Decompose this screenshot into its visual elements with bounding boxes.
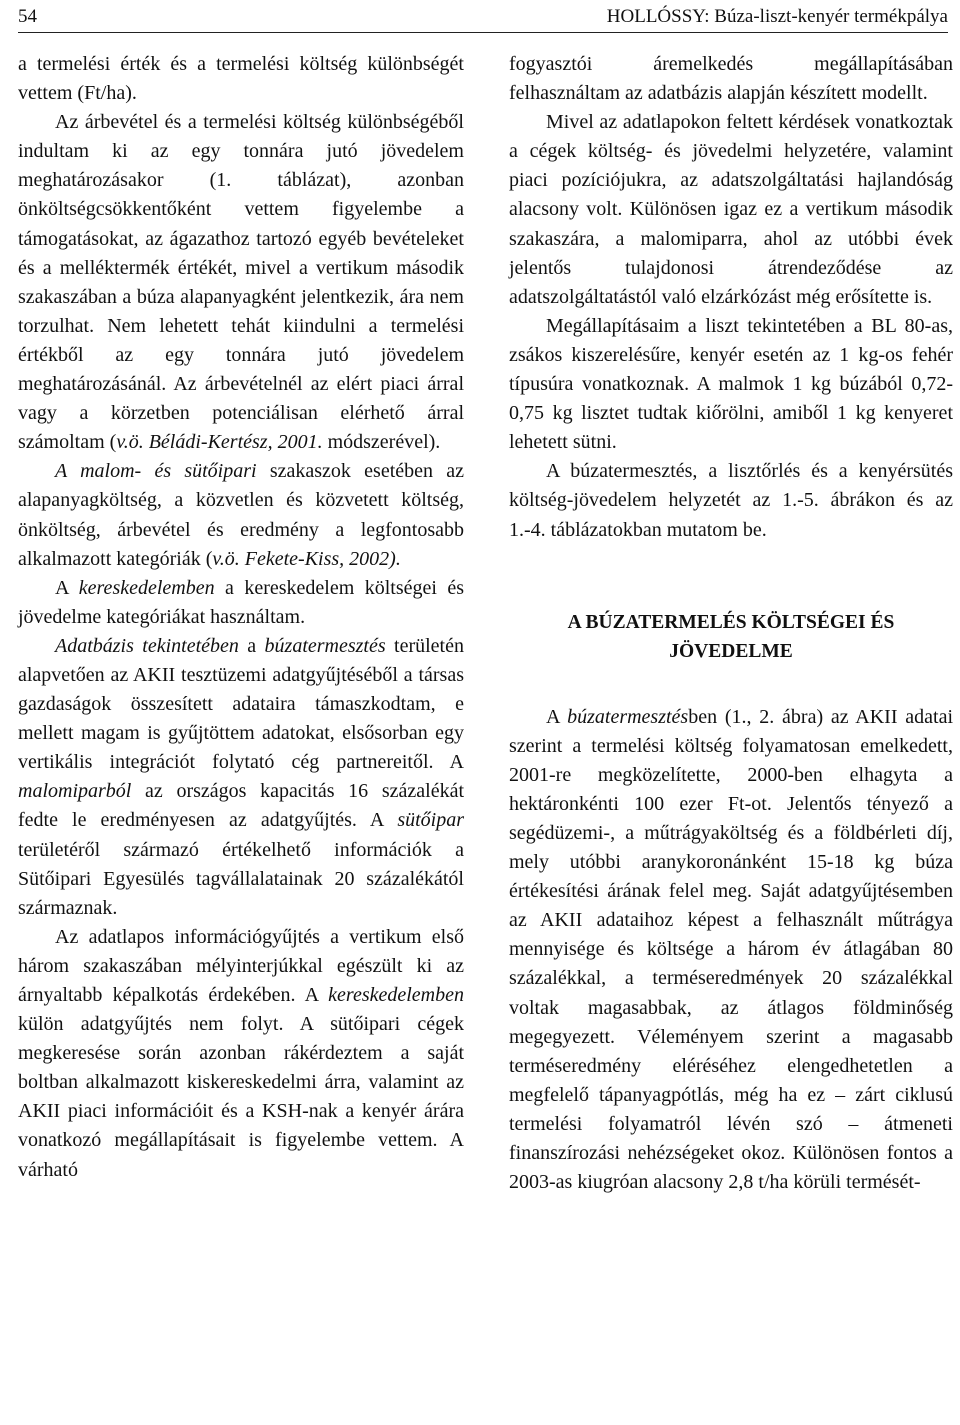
paragraph: Adatbázis tekintetében a búzatermesztés területén alapvetően az AKII tesztüzemi adatgyűjtéséből a társas gazdaságok összesített adataira támaszkodtam, e mellett magam is gyűjtöttem adatokat, elsősorban egy vertikális integrációt folytató cég partnereitől. A malomiparból az országos kapacitás 16 százalékát fedte le eredményesen az adatgyűjtés. A sütőipar területéről származó értékelhető információk a Sütőipari Egyesülés tagvállalatainak 20 százalékától származnak. <box>18 634 464 919</box>
paragraph: Az árbevétel és a termelési költség különbségéből indultam ki az egy tonnára jutó jövedelem meghatározásakor (1. táblázat), azonban önköltségcsökkentőként vettem figyelembe a támogatásokat, az ágazathoz tartozó egyéb bevételeket és a melléktermék értékét, mivel a vertikum második szakaszában a búza alapanyagként jelentkezik, ára nem torzulhat. Nem lehetett tehát kiindulni a termelési értékből az egy tonnára jutó jövedelem meghatározásánál. Az árbevételnél az elért piaci árral vagy a körzetben potenciálisan elérhető árral számoltam (v.ö. Béládi-Kertész, 2001. módszerével). <box>18 111 464 454</box>
paragraph: Az adatlapos információgyűjtés a vertikum első három szakaszában mélyinterjúkkal egészült ki az árnyaltabb képalkotás érdekében. A kereskedelemben külön adatgyűjtés nem folyt. A sütőipari cégek megkeresése során azonban rákérdeztem a saját boltban alkalmazott kiskereskedelmi árra, valamint az AKII piaci információit és a KSH-nak a kenyér árára vonatkozó megállapításait is figyelembe vettem. A várható <box>18 925 464 1181</box>
section-heading: A BÚZATERMELÉS KÖLTSÉGEI ÉS JÖVEDELME <box>567 611 895 662</box>
paragraph: a termelési érték és a termelési költség különbségét vettem (Ft/ha). <box>18 53 464 105</box>
page-number: 54 <box>18 6 37 27</box>
citation: v.ö. Fekete-Kiss, 2002). <box>212 547 401 570</box>
paragraph: A búzatermesztésben (1., 2. ábra) az AKII adatai szerint a termelési költség folyamatosan emelkedett, 2001-re megközelítette, 2000-ben elhagyta a hektáronkénti 100 ezer Ft-ot. Jelentős tényező a segédüzemi-, a műtrágyaköltség és a földbérleti díj, mely utóbbi aranykoronánként 15-18 kg búza értékesítési árának felel meg. Saját adatgyűjtésemben az AKII adataihoz képest a felhasznált műtrágya mennyisége és költsége a három év átlagában 80 százalékkal, a terméseredmények 20 százalékkal voltak magasabbak, az átlagos földminőség megegyezett. Véleményem szerint a magasabb terméseredmény eléréséhez elengedhetetlen a megfelelő tápanyagpótlás, még ha ez – zárt ciklusú termelési folyamatról lévén szó – átmeneti finanszírozási nehézségeket okoz. Különösen fontos a 2003-as kiugróan alacsony 2,8 t/ha körüli termését- <box>509 705 953 1194</box>
paragraph: A búzatermesztés, a lisztőrlés és a kenyérsütés költség-jövedelem helyzetét az 1.-5. ábrákon és az 1.-4. táblázatokban mutatom be. <box>509 460 953 541</box>
citation: v.ö. Béládi-Kertész, 2001. <box>116 431 323 454</box>
paragraph: A malom- és sütőipari szakaszok esetében az alapanyagköltség, a közvetlen és közvetett költség, önköltség, árbevétel és eredmény a legfontosabb alkalmazott kategóriák (v.ö. Fekete-Kiss, 2002). <box>18 460 464 570</box>
right-column <box>509 50 953 1197</box>
left-column <box>18 50 464 1185</box>
paragraph: A kereskedelemben a kereskedelem költségei és jövedelme kategóriákat használtam. <box>18 576 464 628</box>
page-header <box>18 2 948 33</box>
paragraph: Mivel az adatlapokon feltett kérdések vonatkoztak a cégek költség- és jövedelmi helyzetére, valamint piaci pozíciójukra, az adatszolgáltatási hajlandóság alacsony volt. Különösen igaz ez a vertikum második szakaszára, a malomiparra, ahol az utóbbi évek jelentős tulajdonosi átrendeződése az adatszolgáltatástól való elzárkózást még erősítette is. <box>509 111 953 308</box>
paragraph: Megállapításaim a liszt tekintetében a BL 80-as, zsákos kiszerelésűre, kenyér esetén az 1 kg-os fehér típusúra vonatkoznak. A malmok 1 kg búzából 0,72-0,75 kg lisztet tudtak kiőrölni, amiből 1 kg kenyeret lehetett sütni. <box>509 314 953 454</box>
running-title: HOLLÓSSY: Búza-liszt-kenyér termékpálya <box>606 6 948 27</box>
paragraph: fogyasztói áremelkedés megállapításában felhasználtam az adatbázis alapján készített modellt. <box>509 53 953 105</box>
